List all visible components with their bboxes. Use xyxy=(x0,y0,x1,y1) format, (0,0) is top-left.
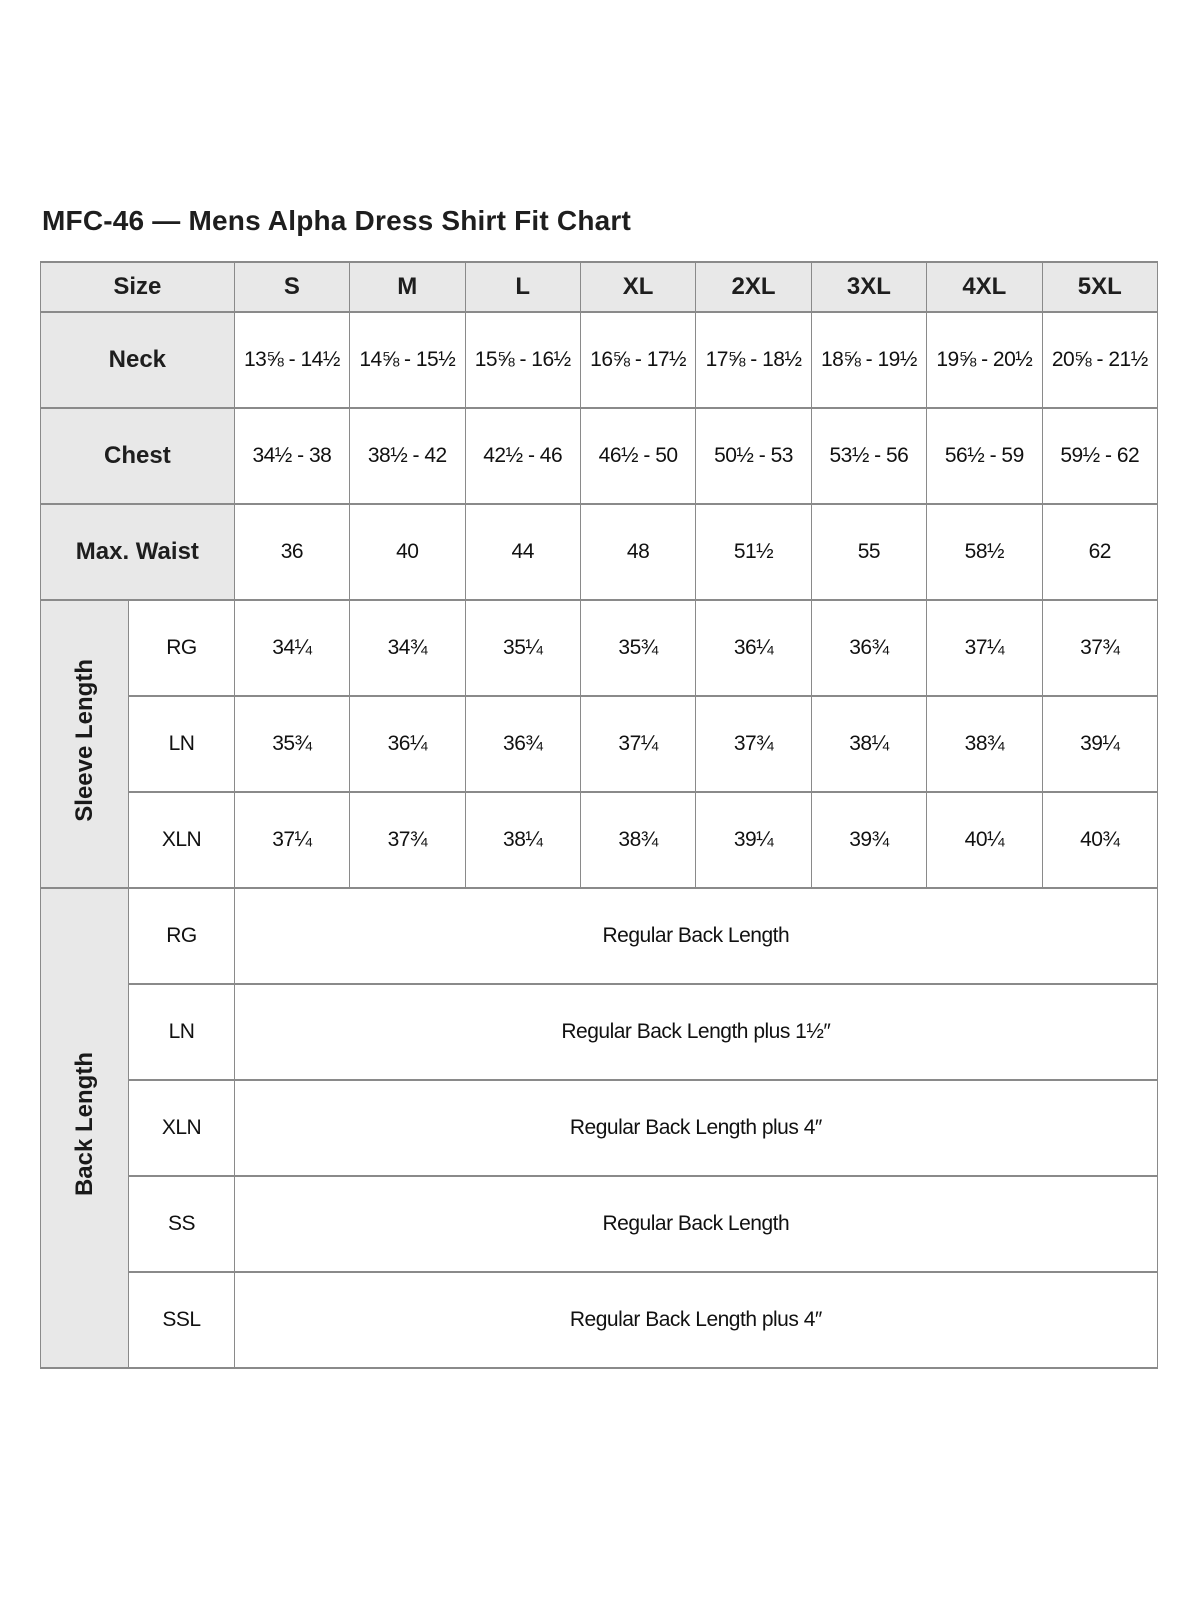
neck-value-cell: 15⅝ - 16½ xyxy=(465,312,580,408)
fit-chart-table xyxy=(40,261,1158,1369)
sleeve-rg-row xyxy=(41,600,1158,696)
max-waist-value-cell: 58½ xyxy=(927,504,1042,600)
back-ssl-value-cell: Regular Back Length plus 4″ xyxy=(234,1272,1157,1368)
sleeve-rg-value-cell: 34¾ xyxy=(350,600,465,696)
sleeve-ln-value-cell: 35¾ xyxy=(234,696,349,792)
size-header-cell: Size xyxy=(41,262,235,312)
max-waist-value-cell: 40 xyxy=(350,504,465,600)
column-header-2xl: 2XL xyxy=(696,262,811,312)
back-rg-value-cell: Regular Back Length xyxy=(234,888,1157,984)
sleeve-xln-value-cell: 39¼ xyxy=(696,792,811,888)
max-waist-value-cell: 36 xyxy=(234,504,349,600)
column-header-5xl: 5XL xyxy=(1042,262,1157,312)
max-waist-row xyxy=(41,504,1158,600)
sleeve-rg-value-cell: 36¼ xyxy=(696,600,811,696)
sleeve-xln-row xyxy=(41,792,1158,888)
neck-value-cell: 18⅝ - 19½ xyxy=(811,312,926,408)
chest-value-cell: 50½ - 53 xyxy=(696,408,811,504)
sleeve-rg-value-cell: 35¾ xyxy=(580,600,695,696)
back-ln-value-cell: Regular Back Length plus 1½″ xyxy=(234,984,1157,1080)
back-ss-value-cell: Regular Back Length xyxy=(234,1176,1157,1272)
max-waist-value-cell: 48 xyxy=(580,504,695,600)
sleeve-ln-label: LN xyxy=(129,696,234,792)
neck-value-cell: 13⅝ - 14½ xyxy=(234,312,349,408)
column-header-4xl: 4XL xyxy=(927,262,1042,312)
sleeve-xln-value-cell: 38¾ xyxy=(580,792,695,888)
neck-value-cell: 16⅝ - 17½ xyxy=(580,312,695,408)
sleeve-xln-value-cell: 40¾ xyxy=(1042,792,1157,888)
sleeve-xln-value-cell: 40¼ xyxy=(927,792,1042,888)
chest-value-cell: 38½ - 42 xyxy=(350,408,465,504)
chest-row-label: Chest xyxy=(41,408,235,504)
sleeve-rg-value-cell: 35¼ xyxy=(465,600,580,696)
neck-row xyxy=(41,312,1158,408)
max-waist-value-cell: 44 xyxy=(465,504,580,600)
back-ln-label: LN xyxy=(129,984,234,1080)
back-length-section-label xyxy=(41,888,129,1368)
column-header-xl: XL xyxy=(580,262,695,312)
back-xln-row xyxy=(41,1080,1158,1176)
column-header-s: S xyxy=(234,262,349,312)
sleeve-rg-label: RG xyxy=(129,600,234,696)
sleeve-xln-value-cell: 37¼ xyxy=(234,792,349,888)
neck-value-cell: 20⅝ - 21½ xyxy=(1042,312,1157,408)
back-rg-row xyxy=(41,888,1158,984)
back-ss-row xyxy=(41,1176,1158,1272)
max-waist-value-cell: 62 xyxy=(1042,504,1157,600)
sleeve-ln-value-cell: 36¾ xyxy=(465,696,580,792)
sleeve-rg-value-cell: 34¼ xyxy=(234,600,349,696)
back-ln-row xyxy=(41,984,1158,1080)
chest-row xyxy=(41,408,1158,504)
sleeve-xln-label: XLN xyxy=(129,792,234,888)
column-header-l: L xyxy=(465,262,580,312)
chest-value-cell: 53½ - 56 xyxy=(811,408,926,504)
sleeve-rg-value-cell: 37¼ xyxy=(927,600,1042,696)
sleeve-ln-row xyxy=(41,696,1158,792)
sleeve-xln-value-cell: 37¾ xyxy=(350,792,465,888)
sleeve-length-section-label xyxy=(41,600,129,888)
sleeve-ln-value-cell: 37¼ xyxy=(580,696,695,792)
sleeve-ln-value-cell: 39¼ xyxy=(1042,696,1157,792)
sleeve-ln-value-cell: 37¾ xyxy=(696,696,811,792)
chest-value-cell: 59½ - 62 xyxy=(1042,408,1157,504)
sleeve-ln-value-cell: 38¼ xyxy=(811,696,926,792)
chest-value-cell: 46½ - 50 xyxy=(580,408,695,504)
chest-value-cell: 34½ - 38 xyxy=(234,408,349,504)
back-length-vertical-text: Back Length xyxy=(70,1052,98,1197)
sleeve-length-vertical-text: Sleeve Length xyxy=(70,659,98,822)
sleeve-xln-value-cell: 39¾ xyxy=(811,792,926,888)
back-ss-label: SS xyxy=(129,1176,234,1272)
back-ssl-label: SSL xyxy=(129,1272,234,1368)
max-waist-value-cell: 51½ xyxy=(696,504,811,600)
back-xln-label: XLN xyxy=(129,1080,234,1176)
size-header-row xyxy=(41,262,1158,312)
sleeve-rg-value-cell: 36¾ xyxy=(811,600,926,696)
sleeve-xln-value-cell: 38¼ xyxy=(465,792,580,888)
column-header-m: M xyxy=(350,262,465,312)
sleeve-ln-value-cell: 38¾ xyxy=(927,696,1042,792)
max-waist-value-cell: 55 xyxy=(811,504,926,600)
neck-value-cell: 19⅝ - 20½ xyxy=(927,312,1042,408)
neck-value-cell: 17⅝ - 18½ xyxy=(696,312,811,408)
sleeve-rg-value-cell: 37¾ xyxy=(1042,600,1157,696)
back-rg-label: RG xyxy=(129,888,234,984)
neck-value-cell: 14⅝ - 15½ xyxy=(350,312,465,408)
max-waist-row-label: Max. Waist xyxy=(41,504,235,600)
chest-value-cell: 56½ - 59 xyxy=(927,408,1042,504)
column-header-3xl: 3XL xyxy=(811,262,926,312)
chest-value-cell: 42½ - 46 xyxy=(465,408,580,504)
neck-row-label: Neck xyxy=(41,312,235,408)
page-title: MFC-46 — Mens Alpha Dress Shirt Fit Chart xyxy=(42,205,632,236)
back-ssl-row xyxy=(41,1272,1158,1368)
sleeve-ln-value-cell: 36¼ xyxy=(350,696,465,792)
back-xln-value-cell: Regular Back Length plus 4″ xyxy=(234,1080,1157,1176)
